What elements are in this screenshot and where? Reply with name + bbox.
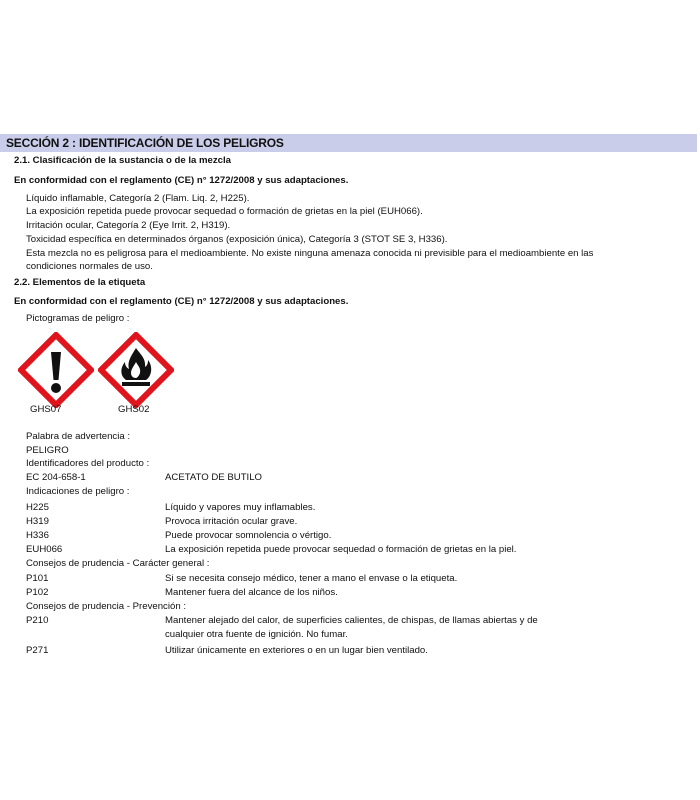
section-title: SECCIÓN 2 : IDENTIFICACIÓN DE LOS PELIGROS <box>6 136 284 150</box>
precaution-code: P102 <box>26 587 49 598</box>
environment-statement: Esta mezcla no es peligrosa para el medioambiente. No existe ninguna amenaza conocida ni previsible para el medioambiente en las <box>26 248 594 259</box>
flame-icon <box>98 332 174 408</box>
exclamation-mark-icon <box>18 332 94 408</box>
precaution-code: P271 <box>26 645 49 656</box>
pictogram-code: GHS02 <box>118 404 150 415</box>
regulation-statement: En conformidad con el reglamento (CE) n° 1272/2008 y sus adaptaciones. <box>14 296 349 307</box>
classification-line: Líquido inflamable, Categoría 2 (Flam. Liq. 2, H225). <box>26 193 250 204</box>
hazard-statements-label: Indicaciones de peligro : <box>26 486 130 497</box>
environment-statement: condiciones normales de uso. <box>26 261 153 272</box>
precaution-text: Mantener fuera del alcance de los niños. <box>165 587 338 598</box>
ec-number: EC 204-658-1 <box>26 472 86 483</box>
regulation-statement: En conformidad con el reglamento (CE) n° 1272/2008 y sus adaptaciones. <box>14 175 349 186</box>
product-identifiers-label: Identificadores del producto : <box>26 458 150 469</box>
classification-line: La exposición repetida puede provocar sequedad o formación de grietas en la piel (EUH066). <box>26 206 423 217</box>
signal-word: PELIGRO <box>26 445 69 456</box>
subsection-heading-2-2: 2.2. Elementos de la etiqueta <box>14 277 146 288</box>
precaution-text: Mantener alejado del calor, de superficies calientes, de chispas, de llamas abiertas y de <box>165 615 538 626</box>
precaution-code: P210 <box>26 615 49 626</box>
hazard-text: Provoca irritación ocular grave. <box>165 516 298 527</box>
precaution-text: Si se necesita consejo médico, tener a mano el envase o la etiqueta. <box>165 573 458 584</box>
hazard-code: H336 <box>26 530 49 541</box>
hazard-text: La exposición repetida puede provocar sequedad o formación de grietas en la piel. <box>165 544 517 555</box>
classification-line: Toxicidad específica en determinados órganos (exposición única), Categoría 3 (STOT SE 3, H336). <box>26 234 448 245</box>
product-name: ACETATO DE BUTILO <box>165 472 263 483</box>
hazard-code: H319 <box>26 516 49 527</box>
classification-line: Irritación ocular, Categoría 2 (Eye Irrit. 2, H319). <box>26 220 231 231</box>
hazard-text: Puede provocar somnolencia o vértigo. <box>165 530 332 541</box>
hazard-text: Líquido y vapores muy inflamables. <box>165 502 316 513</box>
pictogram-code: GHS07 <box>30 404 62 415</box>
subsection-heading-2-1: 2.1. Clasificación de la sustancia o de la mezcla <box>14 155 232 166</box>
hazard-code: H225 <box>26 502 49 513</box>
precaution-code: P101 <box>26 573 49 584</box>
prevention-precautions-label: Consejos de prudencia - Prevención : <box>26 601 186 612</box>
precaution-text: cualquier otra fuente de ignición. No fumar. <box>165 629 348 640</box>
signal-word-label: Palabra de advertencia : <box>26 431 130 442</box>
general-precautions-label: Consejos de prudencia - Carácter general : <box>26 558 210 569</box>
precaution-text: Utilizar únicamente en exteriores o en un lugar bien ventilado. <box>165 645 428 656</box>
pictograms-label: Pictogramas de peligro : <box>26 313 130 324</box>
hazard-code: EUH066 <box>26 544 63 555</box>
